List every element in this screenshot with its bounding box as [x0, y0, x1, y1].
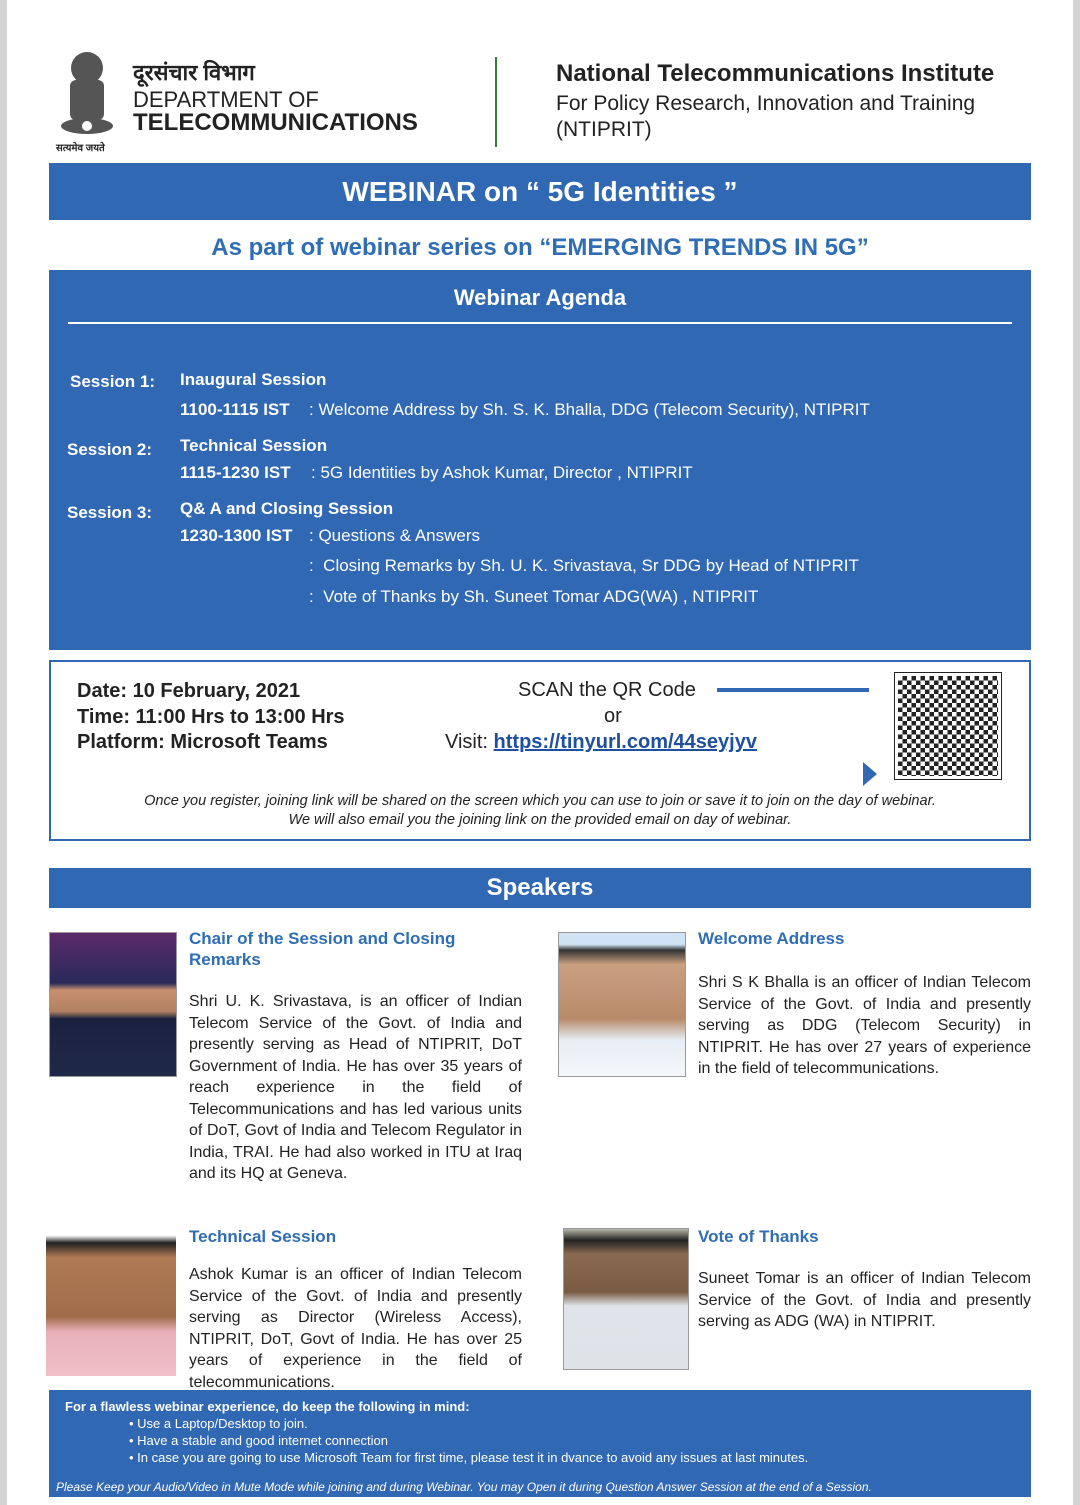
session-label: Session 2:	[67, 440, 153, 459]
institute-title: National Telecommunications Institute	[556, 60, 995, 87]
dept-hindi: दूरसंचार विभाग	[133, 60, 255, 85]
session-item: : Vote of Thanks by Sh. Suneet Tomar ADG(WA) , NTIPRIT	[309, 587, 759, 606]
session-item: : Closing Remarks by Sh. U. K. Srivastava, Sr DDG by Head of NTIPRIT	[309, 556, 859, 575]
speaker-photo-bhalla	[558, 932, 686, 1077]
series-subtitle: As part of webinar series on “EMERGING TRENDS IN 5G”	[211, 234, 869, 261]
national-emblem-logo	[56, 46, 118, 138]
institute-abbr: (NTIPRIT)	[556, 118, 652, 141]
register-note-2: We will also email you the joining link on the provided email on day of webinar.	[288, 812, 792, 828]
guidelines-footer	[49, 1390, 1031, 1497]
speaker-role: Vote of Thanks	[698, 1227, 819, 1246]
webinar-title-banner: WEBINAR on “ 5G Identities ”	[49, 163, 1031, 220]
speaker-photo-ashok-kumar	[46, 1228, 176, 1376]
dept-line1: DEPARTMENT OF	[133, 87, 319, 112]
speaker-role: Welcome Address	[698, 929, 845, 948]
speaker-role: Technical Session	[189, 1227, 337, 1246]
guideline-item: • Have a stable and good internet connection	[129, 1433, 388, 1448]
speaker-bio: Suneet Tomar is an officer of Indian Telecom Service of the Govt. of India and presently serving as ADG (WA) in NTIPRIT.	[698, 1270, 1031, 1330]
speaker-bio: Shri S K Bhalla is an officer of Indian Telecom Service of the Govt. of India and presently serving as DDG (Telecom Security) in NTIPRIT. He has over 27 years of experience in the field of telecommunications.	[698, 974, 1031, 1077]
session-time: 1115-1230 IST	[180, 463, 291, 482]
speaker-bio: Shri U. K. Srivastava, is an officer of Indian Telecom Service of the Govt. of India and presently serving as Head of NTIPRIT, DoT Government of India. He has over 35 years of reach experience in the field of Telecommunications and has led various units of DoT, Govt of India and Telecom Regulator in India, TRAI. He had also worked in ITU at Iraq and its HQ at Geneva.	[189, 993, 522, 1182]
qr-pointer-line	[717, 688, 869, 692]
institute-subtitle: For Policy Research, Innovation and Training	[556, 92, 976, 115]
speaker-bio: Ashok Kumar is an officer of Indian Telecom Service of the Govt. of India and presently serving as Director (Wireless Access), NTIPRIT, DoT, Govt of India. He has over 25 years of experience in the field of telecommunications.	[189, 1266, 522, 1391]
speaker-role: Chair of the Session and Closing Remarks	[189, 929, 456, 969]
scan-qr-label: SCAN the QR Code	[518, 679, 696, 701]
speaker-photo-tomar	[563, 1228, 689, 1370]
registration-link[interactable]: https://tinyurl.com/44seyjyv	[493, 731, 757, 753]
session-label: Session 3:	[67, 503, 153, 522]
guideline-item: • Use a Laptop/Desktop to join.	[129, 1416, 308, 1431]
session-label: Session 1:	[70, 372, 156, 391]
session-item: : Questions & Answers	[309, 526, 481, 545]
header-divider	[495, 57, 497, 147]
session-item: : Welcome Address by Sh. S. K. Bhalla, DDG (Telecom Security), NTIPRIT	[309, 400, 870, 419]
guidelines-heading: For a flawless webinar experience, do keep the following in mind:	[65, 1399, 470, 1414]
dept-line2: TELECOMMUNICATIONS	[133, 109, 418, 136]
register-note-1: Once you register, joining link will be shared on the screen which you can use to join or save it to join on the day of webinar.	[144, 793, 936, 809]
agenda-box	[49, 270, 1031, 650]
page-edge-left	[0, 0, 7, 1505]
session-item: : 5G Identities by Ashok Kumar, Director , NTIPRIT	[311, 463, 693, 482]
arrow-icon	[863, 762, 877, 786]
session-time: 1100-1115 IST	[180, 400, 290, 419]
event-info-box	[49, 660, 1031, 841]
session-name: Inaugural Session	[180, 370, 327, 389]
qr-code[interactable]	[895, 673, 1001, 779]
speaker-photo-srivastava	[49, 932, 177, 1077]
page-edge-right	[1073, 0, 1080, 1505]
speakers-banner: Speakers	[49, 868, 1031, 908]
emblem-motto: सत्यमेव जयते	[56, 143, 105, 154]
session-time: 1230-1300 IST	[180, 526, 293, 545]
session-name: Technical Session	[180, 436, 328, 455]
visit-label: Visit:	[445, 731, 494, 753]
mute-note: Please Keep your Audio/Video in Mute Mode while joining and during Webinar. You may Open it during Question Answer Session at the end of a Session.	[56, 1480, 872, 1494]
session-name: Q& A and Closing Session	[180, 499, 394, 518]
guideline-item: • In case you are going to use Microsoft Team for first time, please test it in dvance to avoid any issues at last minutes.	[129, 1450, 809, 1465]
event-time: Time: 11:00 Hrs to 13:00 Hrs	[77, 705, 345, 728]
event-platform: Platform: Microsoft Teams	[77, 731, 328, 753]
event-date: Date: 10 February, 2021	[77, 680, 301, 702]
agenda-divider	[68, 322, 1012, 324]
agenda-title: Webinar Agenda	[453, 285, 627, 310]
or-label: or	[604, 705, 622, 727]
